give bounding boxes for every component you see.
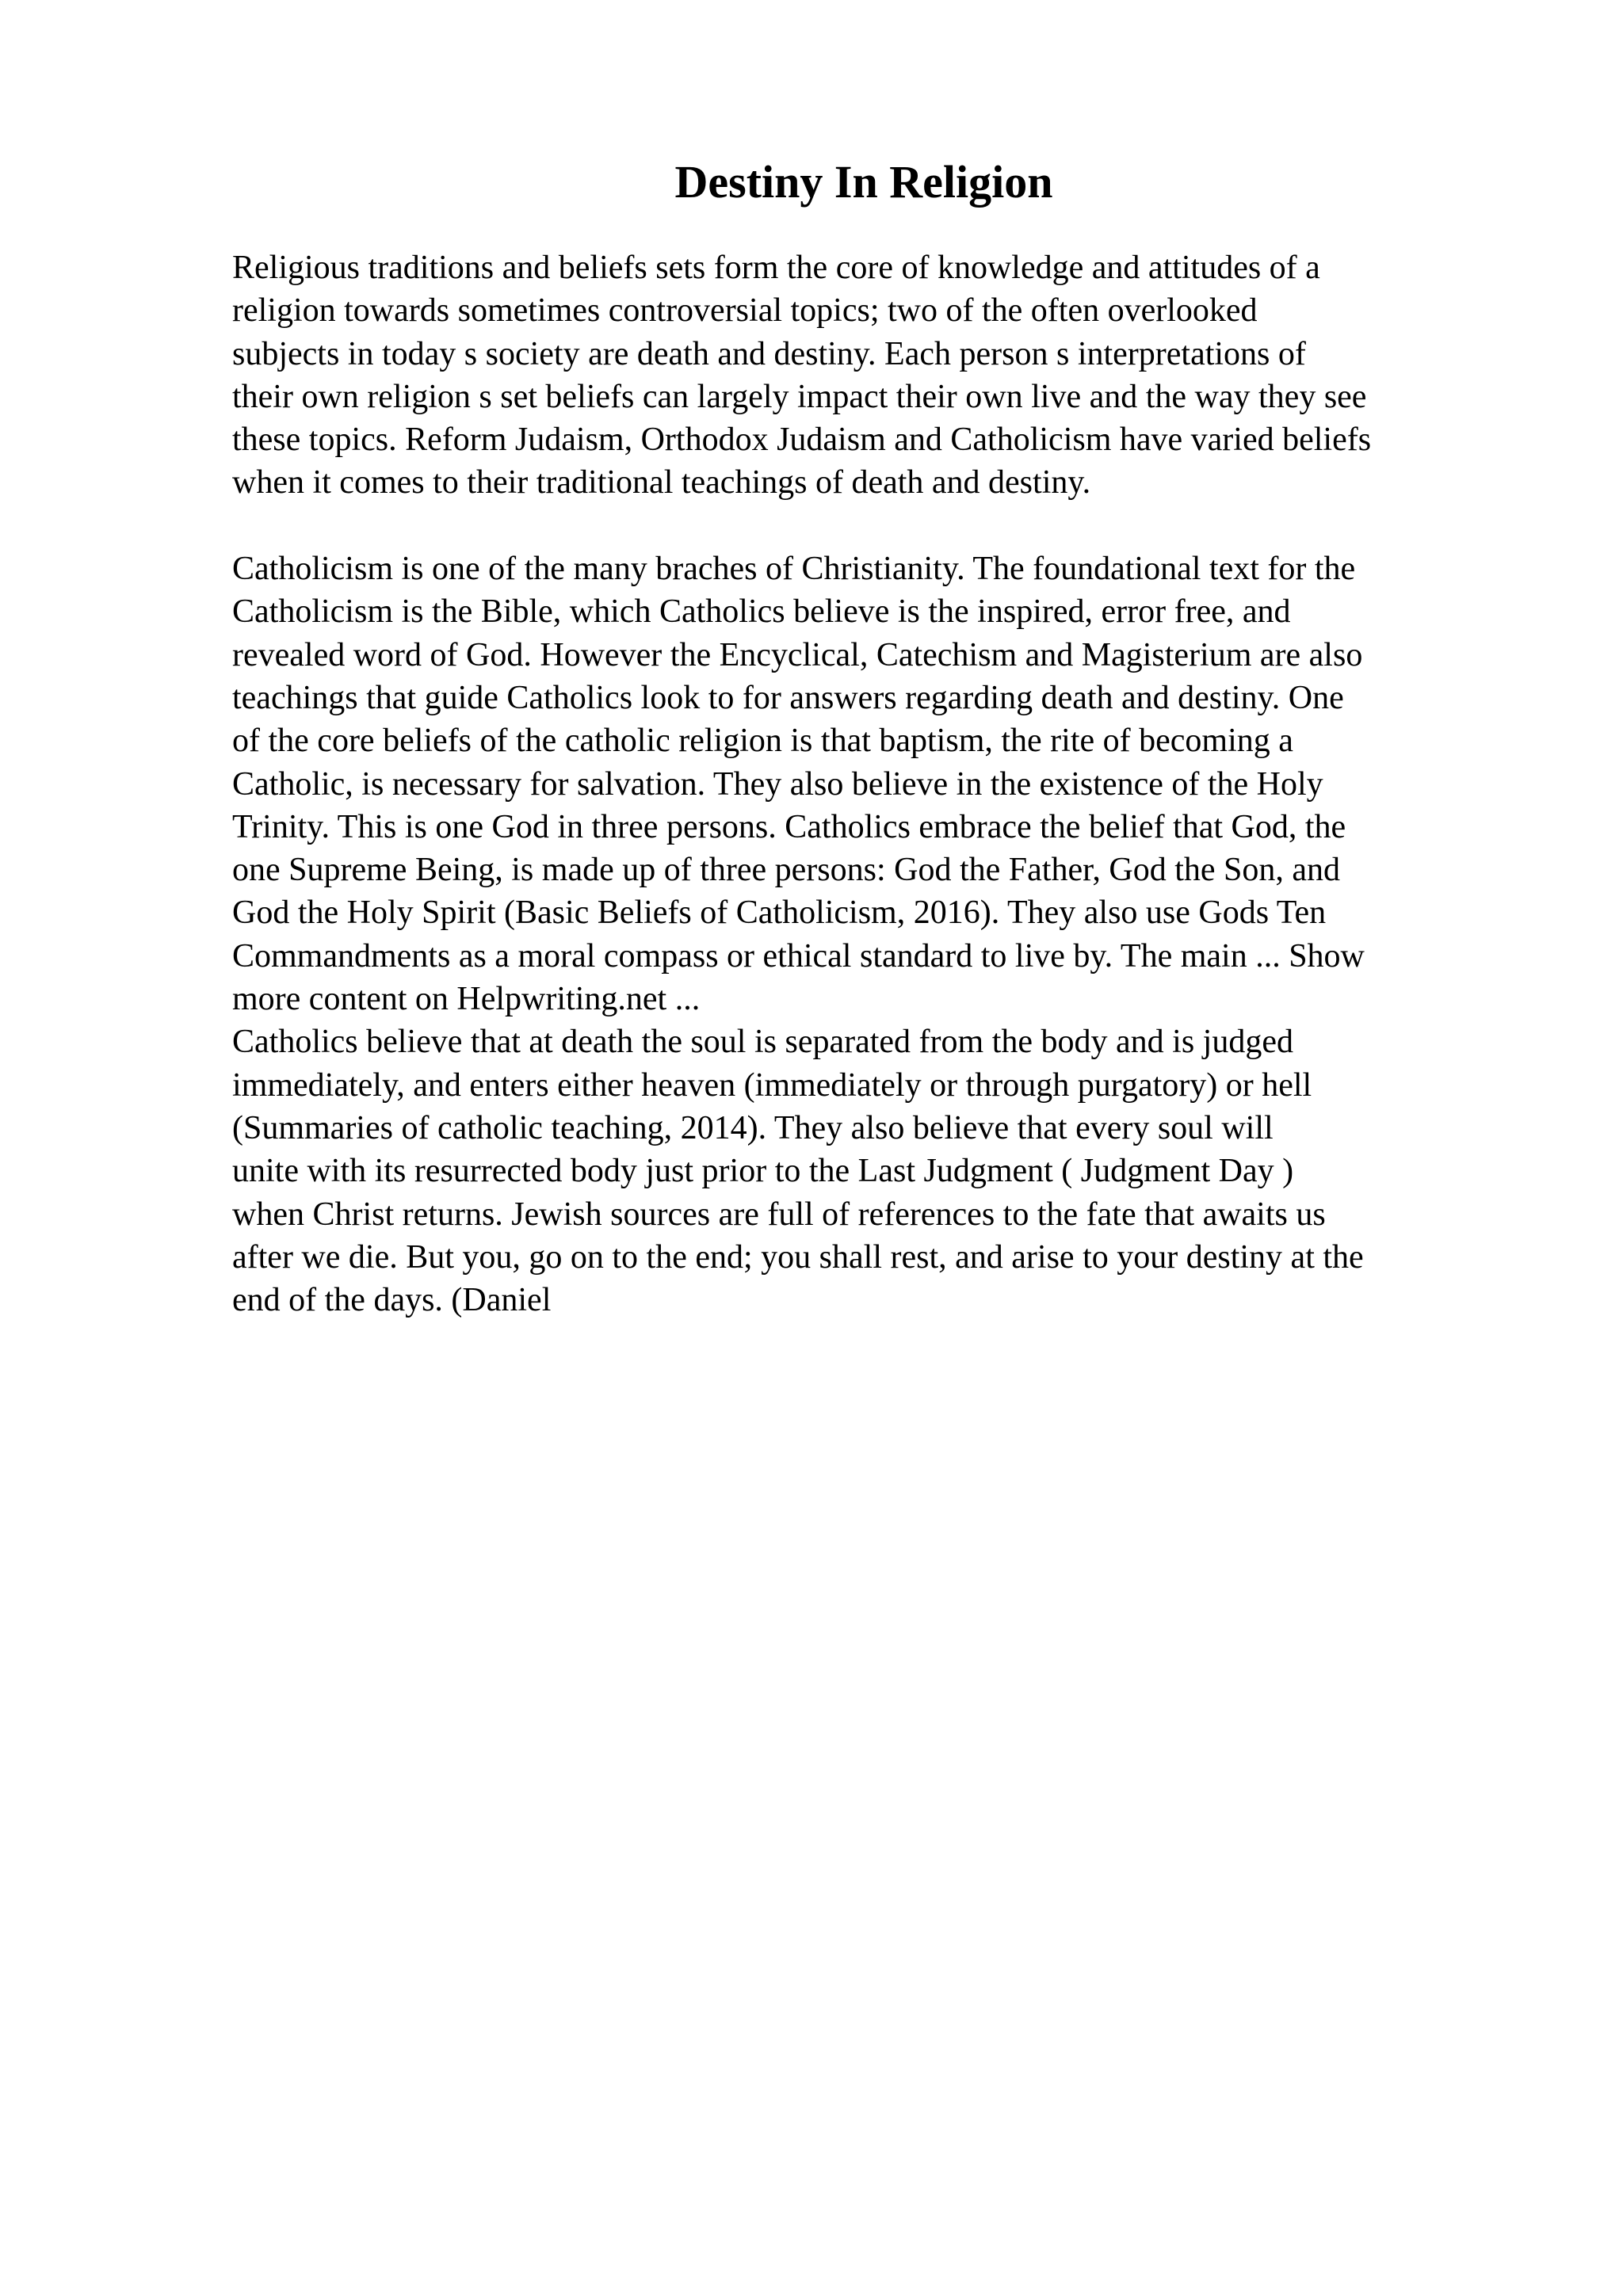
- text-line: unite with its resurrected body just prior to the Last Judgment ( Judgment Day ): [232, 1153, 1294, 1190]
- text-line: teachings that guide Catholics look to for answers regarding death and destiny. One: [232, 679, 1344, 716]
- text-line: Catholics believe that at death the soul is separated from the body and is judged: [232, 1024, 1293, 1061]
- text-line: these topics. Reform Judaism, Orthodox Judaism and Catholicism have varied beliefs: [232, 421, 1372, 459]
- text-line: end of the days. (Daniel: [232, 1282, 552, 1319]
- text-line: Catholic, is necessary for salvation. They also believe in the existence of the Holy: [232, 765, 1323, 803]
- text-line: more content on Helpwriting.net ...: [232, 981, 701, 1018]
- text-line: Trinity. This is one God in three persons. Catholics embrace the belief that God, the: [232, 808, 1346, 845]
- paragraph-gap: [232, 505, 1595, 547]
- text-line: when Christ returns. Jewish sources are full of references to the fate that awaits us: [232, 1196, 1326, 1233]
- text-line: one Supreme Being, is made up of three persons: God the Father, God the Son, and: [232, 852, 1341, 889]
- text-line: Commandments as a moral compass or ethical standard to live by. The main ... Show: [232, 937, 1365, 974]
- document-title: Destiny In Religion: [674, 156, 1053, 208]
- text-line: (Summaries of catholic teaching, 2014). They also believe that every soul will: [232, 1109, 1274, 1146]
- paragraph-death-beliefs: [232, 1020, 1595, 1322]
- paragraph-intro: [232, 246, 1595, 505]
- text-line: immediately, and enters either heaven (immediately or through purgatory) or hell: [232, 1066, 1312, 1104]
- text-line: of the core beliefs of the catholic religion is that baptism, the rite of becoming a: [232, 723, 1293, 760]
- text-line: revealed word of God. However the Encyclical, Catechism and Magisterium are also: [232, 636, 1363, 673]
- text-line: Religious traditions and beliefs sets form the core of knowledge and attitudes of a: [232, 250, 1320, 286]
- document-body: [232, 246, 1595, 1322]
- paragraph-catholicism: [232, 547, 1595, 1020]
- text-line: religion towards sometimes controversial topics; two of the often overlooked: [232, 292, 1258, 330]
- text-line: after we die. But you, go on to the end; you shall rest, and arise to your destiny at the: [232, 1238, 1364, 1276]
- text-line: Catholicism is one of the many braches of Christianity. The foundational text for the: [232, 551, 1356, 588]
- text-line: subjects in today s society are death and destiny. Each person s interpretations of: [232, 335, 1306, 372]
- text-line: when it comes to their traditional teachings of death and destiny.: [232, 464, 1091, 502]
- text-line: God the Holy Spirit (Basic Beliefs of Catholicism, 2016). They also use Gods Ten: [232, 894, 1327, 932]
- text-line: Catholicism is the Bible, which Catholics believe is the inspired, error free, and: [232, 593, 1291, 631]
- text-line: their own religion s set beliefs can largely impact their own live and the way they see: [232, 378, 1367, 415]
